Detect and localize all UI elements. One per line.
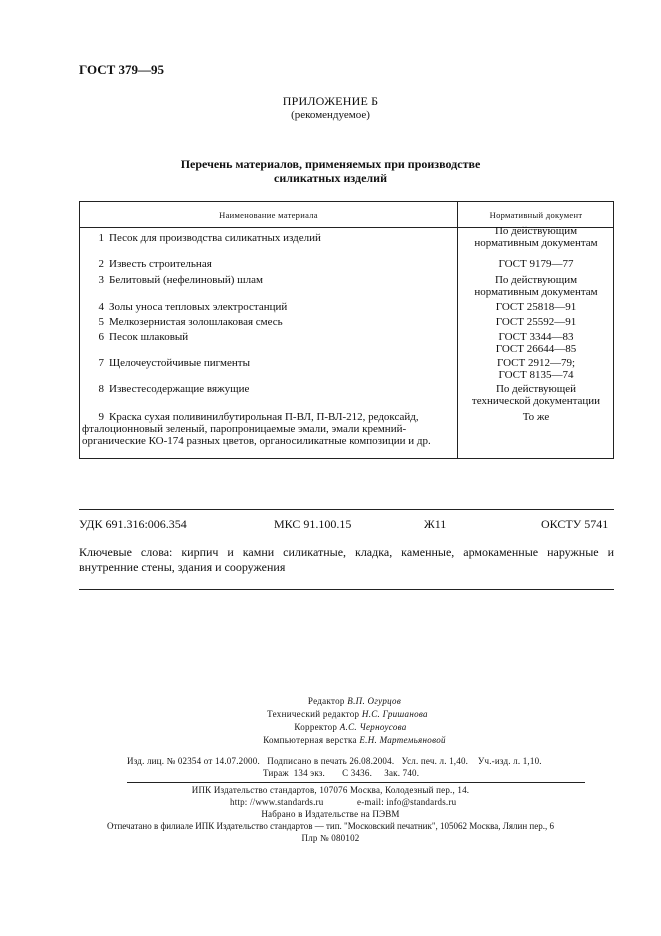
material-name: Золы уноса тепловых электростанций <box>109 301 288 313</box>
doc-line: нормативным документам <box>474 237 598 249</box>
table-row-name <box>90 232 452 244</box>
material-name: Белитовый (нефелиновый) шлам <box>109 274 263 286</box>
imprint-line: Отпечатано в филиале ИПК Издательство стандартов — тип. "Московский печатник", 105062 Москва, Лялин пер., 6 <box>107 821 554 831</box>
table-row-name <box>90 274 452 286</box>
material-name: Известь строительная <box>109 258 212 270</box>
table-title-line-2: силикатных изделий <box>274 171 387 185</box>
doc-line: ГОСТ 9179—77 <box>498 258 574 270</box>
credit-line <box>20 722 661 733</box>
credit-role: Технический редактор <box>267 709 360 719</box>
table-row-doc <box>458 411 614 423</box>
table-row-doc <box>458 316 614 328</box>
column-header-material: Наименование материала <box>219 210 318 220</box>
doc-line: ГОСТ 25818—91 <box>495 301 577 313</box>
table-row-name <box>90 258 452 270</box>
table-title <box>0 157 661 185</box>
credit-line <box>17 709 661 720</box>
udk-code: УДК 691.316:006.354 <box>79 517 187 531</box>
divider <box>127 782 585 783</box>
doc-line: нормативным документам <box>474 286 598 298</box>
table-row-doc <box>458 383 614 407</box>
row-number: 7 <box>98 357 104 369</box>
material-name-line: органические КО-174 разных цветов, органосиликатные композиции и др. <box>82 435 431 447</box>
table-row-name <box>90 301 452 313</box>
material-name: Песок для производства силикатных изделий <box>109 232 321 244</box>
table-row-doc <box>458 331 614 355</box>
material-name: Песок шлаковый <box>109 331 189 343</box>
doc-line: технической документации <box>471 395 601 407</box>
doc-line: ГОСТ 8135—74 <box>498 369 574 381</box>
credit-name: А.С. Черноусова <box>339 722 407 732</box>
doc-line: По действующим <box>494 274 578 286</box>
credit-name: Н.С. Гришанова <box>361 709 428 719</box>
divider <box>79 509 614 510</box>
row-number: 5 <box>98 316 104 328</box>
row-number: 3 <box>98 274 104 286</box>
appendix-title: ПРИЛОЖЕНИЕ Б <box>282 94 379 108</box>
credit-role: Компьютерная верстка <box>263 735 357 745</box>
credit-line <box>24 696 661 707</box>
table-row-doc <box>458 258 614 270</box>
credit-name: В.П. Огурцов <box>347 696 402 706</box>
doc-line: По действующей <box>495 383 577 395</box>
table-row-doc <box>458 225 614 249</box>
standard-number: ГОСТ 379—95 <box>79 62 165 77</box>
divider <box>79 589 614 590</box>
okstu-code: ОКСТУ 5741 <box>541 517 609 531</box>
imprint-email: e-mail: info@standards.ru <box>357 797 457 807</box>
imprint-web: http: //www.standards.ru <box>230 797 324 807</box>
row-number: 8 <box>98 383 104 395</box>
doc-line: ГОСТ 26644—85 <box>495 343 577 355</box>
material-name-line: фталоционновый зеленый, паропроницаемые эмали, эмали кремний- <box>82 423 407 435</box>
row-number: 2 <box>98 258 104 270</box>
appendix-subtitle: (рекомендуемое) <box>291 109 370 121</box>
table-row-name <box>90 383 452 395</box>
column-header-document: Нормативный документ <box>489 210 583 220</box>
credit-line <box>24 735 661 746</box>
imprint-line: Изд. лиц. № 02354 от 14.07.2000. Подписано в печать 26.08.2004. Усл. печ. л. 1,40. Уч.-изд. л. 1,10. <box>127 756 542 766</box>
table-row-name <box>90 316 452 328</box>
table-title-line-1: Перечень материалов, применяемых при производстве <box>180 157 481 171</box>
row-number: 4 <box>98 301 104 313</box>
imprint-line: Тираж 134 экз. С 3436. Зак. 740. <box>263 768 420 778</box>
table-row-name <box>90 331 452 343</box>
material-name: Щелочеустойчивые пигменты <box>109 357 250 369</box>
row-number: 9 <box>98 411 104 423</box>
credits <box>0 696 661 746</box>
table-row-name <box>90 357 452 369</box>
row-number: 1 <box>98 232 104 244</box>
table-row-doc <box>458 357 614 381</box>
materials-table <box>79 201 614 459</box>
material-name-line: Краска сухая поливинилбутирольная П-ВЛ, П-ВЛ-212, редоксайд, <box>109 411 419 423</box>
keywords: Ключевые слова: кирпич и камни силикатные, кладка, каменные, армокаменные наружные и внутренние стены, здания и сооружения <box>79 545 614 574</box>
imprint-line: ИПК Издательство стандартов, 107076 Москва, Колодезный пер., 14. <box>191 785 470 795</box>
material-name: Известесодержащие вяжущие <box>109 383 250 395</box>
table-row-doc <box>458 274 614 298</box>
table-row-doc <box>458 301 614 313</box>
imprint-line: Плр № 080102 <box>301 833 360 843</box>
doc-line: ГОСТ 25592—91 <box>495 316 577 328</box>
row-number: 6 <box>98 331 104 343</box>
doc-line: То же <box>522 411 550 423</box>
doc-line: ГОСТ 2912—79; <box>496 357 576 369</box>
mks-code: МКС 91.100.15 <box>274 517 352 531</box>
credit-role: Редактор <box>307 696 345 706</box>
group-code: Ж11 <box>424 517 447 531</box>
credit-role: Корректор <box>294 722 338 732</box>
credit-name: Е.Н. Мартемьяновой <box>359 735 446 745</box>
imprint-line: Набрано в Издательстве на ПЭВМ <box>261 809 400 819</box>
table-row-name <box>82 411 452 447</box>
doc-line: ГОСТ 3344—83 <box>498 331 574 343</box>
doc-line: По действующим <box>494 225 578 237</box>
material-name: Мелкозернистая золошлаковая смесь <box>109 316 283 328</box>
